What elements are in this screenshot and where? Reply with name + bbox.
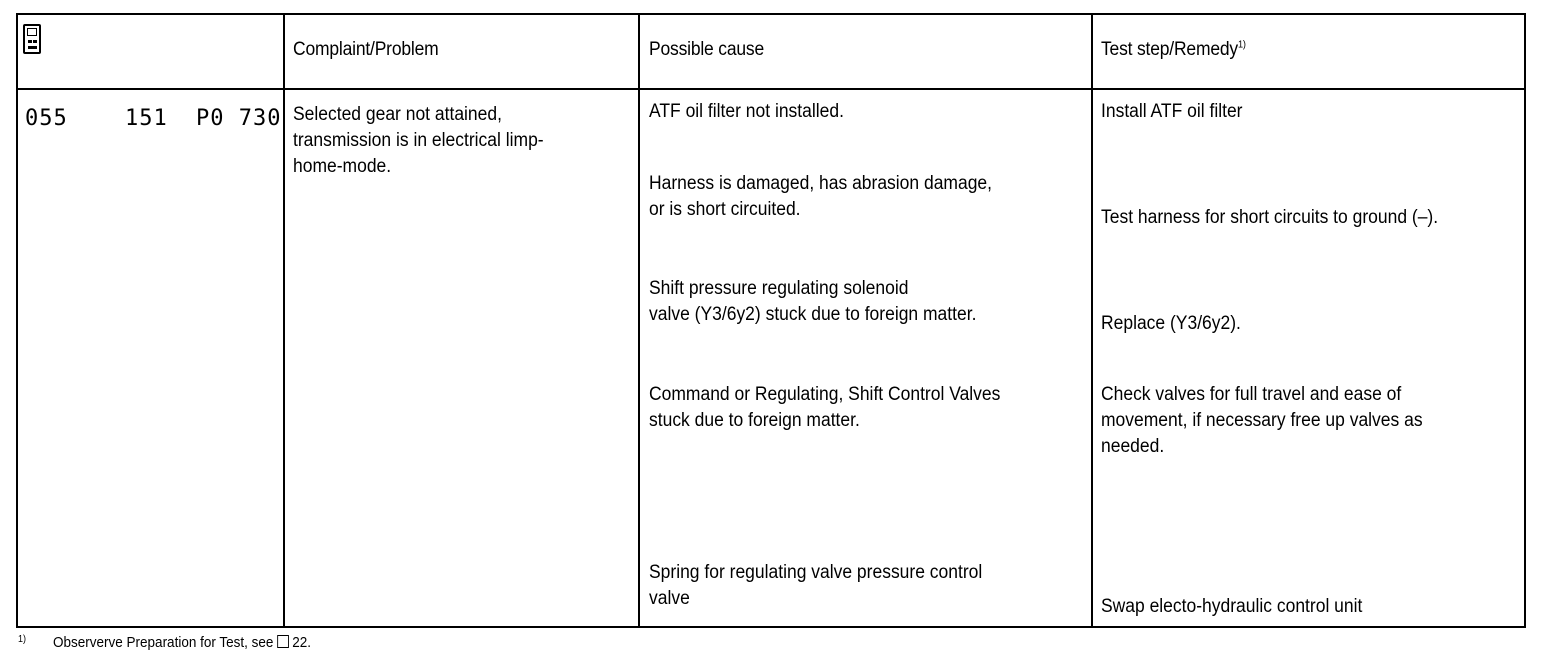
code-value-1: 055 <box>25 106 68 131</box>
remedy-item: Test harness for short circuits to ground (–). <box>1101 207 1439 228</box>
remedy-item: Replace (Y3/6y2). <box>1101 313 1241 334</box>
cause-item: ATF oil filter not installed. <box>649 101 844 122</box>
header-remedy: Test step/Remedy$^{1)}$ <box>1101 39 1246 60</box>
cause-item: Command or Regulating, Shift Control Valves stuck due to foreign matter. <box>649 384 1001 431</box>
complaint-text: Selected gear not attained, transmission is in electrical limp- home-mode. <box>293 104 544 177</box>
remedy-item: Install ATF oil filter <box>1101 101 1243 122</box>
diagnostic-tester-icon <box>23 24 41 54</box>
code-value-3: P0 730 <box>196 106 282 131</box>
column-divider <box>638 15 640 626</box>
code-value-2: 151 <box>125 106 168 131</box>
remedy-item: Check valves for full travel and ease of movement, if necessary free up valves as needed. <box>1101 384 1423 457</box>
footnote-mark: 1) <box>18 634 27 645</box>
diagnosis-table <box>16 13 1526 628</box>
column-divider <box>1091 15 1093 626</box>
cause-item: Shift pressure regulating solenoid valve (Y3/6y2) stuck due to foreign matter. <box>649 278 977 325</box>
cause-item: Harness is damaged, has abrasion damage, or is short circuited. <box>649 173 993 220</box>
table-header-row <box>18 15 1524 90</box>
page-reference-icon <box>277 635 289 648</box>
footnote <box>18 634 311 651</box>
cause-item: Spring for regulating valve pressure control valve <box>649 562 983 609</box>
column-divider <box>283 15 285 626</box>
footnote-page: 22. <box>292 634 312 651</box>
header-complaint: Complaint/Problem <box>293 39 439 60</box>
remedy-item: Swap electo-hydraulic control unit <box>1101 596 1363 617</box>
header-cause: Possible cause <box>649 39 764 60</box>
footnote-text: Observerve Preparation for Test, see <box>53 634 274 651</box>
